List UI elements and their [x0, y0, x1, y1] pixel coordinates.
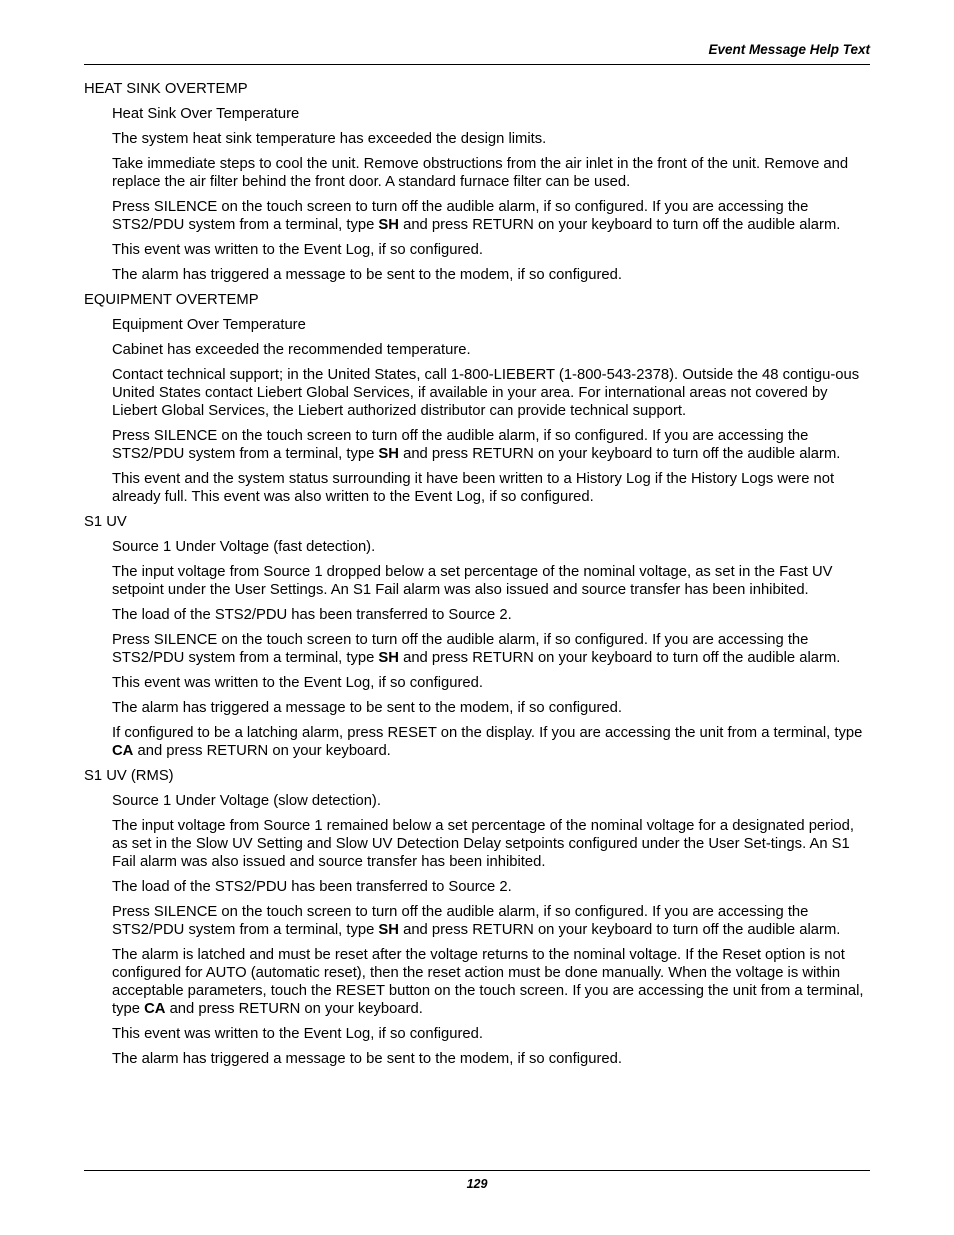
event-title: EQUIPMENT OVERTEMP [84, 292, 259, 308]
event-entry [84, 767, 870, 1068]
event-description: Heat Sink Over Temperature [112, 106, 300, 122]
event-description: Equipment Over Temperature [112, 317, 306, 333]
event-entry [84, 291, 870, 506]
event-paragraph: Take immediate steps to cool the unit. Remove obstructions from the air inlet in the front of the unit. Remove and replace the air filter behind the front door. A standard furnace filter can be used. [112, 156, 849, 190]
event-title: HEAT SINK OVERTEMP [84, 81, 248, 97]
event-entry [84, 513, 870, 760]
event-paragraph: The input voltage from Source 1 remained below a set percentage of the nominal voltage for a designated period, as set in the Slow UV Setting and Slow UV Detection Delay setpoints configured under the User Set-tings. An S1 Fail alarm was also issued and source transfer has been inhibited. [112, 818, 854, 870]
event-entry [84, 80, 870, 284]
event-paragraph: Press SILENCE on the touch screen to turn off the audible alarm, if so configured. If you are accessing the STS2/PDU system from a terminal, type SH and press RETURN on your keyboard to turn off the audible alarm. [112, 904, 841, 938]
running-header: Event Message Help Text [708, 42, 870, 57]
footer-rule [84, 1170, 870, 1171]
command-code: SH [378, 446, 399, 462]
event-paragraph: The load of the STS2/PDU has been transferred to Source 2. [112, 879, 512, 895]
event-paragraph: The system heat sink temperature has exceeded the design limits. [112, 131, 547, 147]
document-body [84, 80, 870, 1075]
event-paragraph: The alarm is latched and must be reset after the voltage returns to the nominal voltage. If the Reset option is not configured for AUTO (automatic reset), then the reset action must be done manually. When the voltage is within acceptable parameters, touch the RESET button on the touch screen. If you are accessing the unit from a terminal, type CA and press RETURN on your keyboard. [112, 947, 864, 1017]
command-code: SH [378, 922, 399, 938]
event-paragraph: This event was written to the Event Log, if so configured. [112, 675, 483, 691]
event-paragraph: This event was written to the Event Log, if so configured. [112, 242, 483, 258]
event-paragraph: The alarm has triggered a message to be sent to the modem, if so configured. [112, 700, 622, 716]
event-paragraph: This event was written to the Event Log, if so configured. [112, 1026, 483, 1042]
event-title: S1 UV (RMS) [84, 768, 174, 784]
command-code: SH [378, 217, 399, 233]
event-paragraph: The alarm has triggered a message to be sent to the modem, if so configured. [112, 1051, 622, 1067]
event-paragraph: Press SILENCE on the touch screen to turn off the audible alarm, if so configured. If you are accessing the STS2/PDU system from a terminal, type SH and press RETURN on your keyboard to turn off the audible alarm. [112, 428, 841, 462]
event-description: Source 1 Under Voltage (slow detection). [112, 793, 381, 809]
command-code: CA [144, 1001, 166, 1017]
event-paragraph: The load of the STS2/PDU has been transferred to Source 2. [112, 607, 512, 623]
event-paragraph: The alarm has triggered a message to be sent to the modem, if so configured. [112, 267, 622, 283]
header-rule [84, 64, 870, 65]
command-code: CA [112, 743, 134, 759]
event-paragraph: Contact technical support; in the United States, call 1-800-LIEBERT (1-800-543-2378). Outside the 48 contigu-ous United States contact Liebert Global Services, if available in your area. For international areas not covered by Liebert Global Services, the Liebert authorized distributor can provide technical support. [112, 367, 860, 419]
event-description: Source 1 Under Voltage (fast detection). [112, 539, 376, 555]
event-paragraph: Press SILENCE on the touch screen to turn off the audible alarm, if so configured. If you are accessing the STS2/PDU system from a terminal, type SH and press RETURN on your keyboard to turn off the audible alarm. [112, 199, 841, 233]
page-number: 129 [466, 1177, 488, 1191]
event-paragraph: Press SILENCE on the touch screen to turn off the audible alarm, if so configured. If you are accessing the STS2/PDU system from a terminal, type SH and press RETURN on your keyboard to turn off the audible alarm. [112, 632, 841, 666]
event-paragraph: If configured to be a latching alarm, press RESET on the display. If you are accessing the unit from a terminal, type CA and press RETURN on your keyboard. [112, 725, 863, 759]
event-paragraph: This event and the system status surrounding it have been written to a History Log if the History Logs were not already full. This event was also written to the Event Log, if so configured. [112, 471, 835, 505]
event-paragraph: Cabinet has exceeded the recommended temperature. [112, 342, 471, 358]
event-title: S1 UV [84, 514, 127, 530]
command-code: SH [378, 650, 399, 666]
event-paragraph: The input voltage from Source 1 dropped below a set percentage of the nominal voltage, as set in the Fast UV setpoint under the User Settings. An S1 Fail alarm was also issued and source transfer has been inhibited. [112, 564, 833, 598]
